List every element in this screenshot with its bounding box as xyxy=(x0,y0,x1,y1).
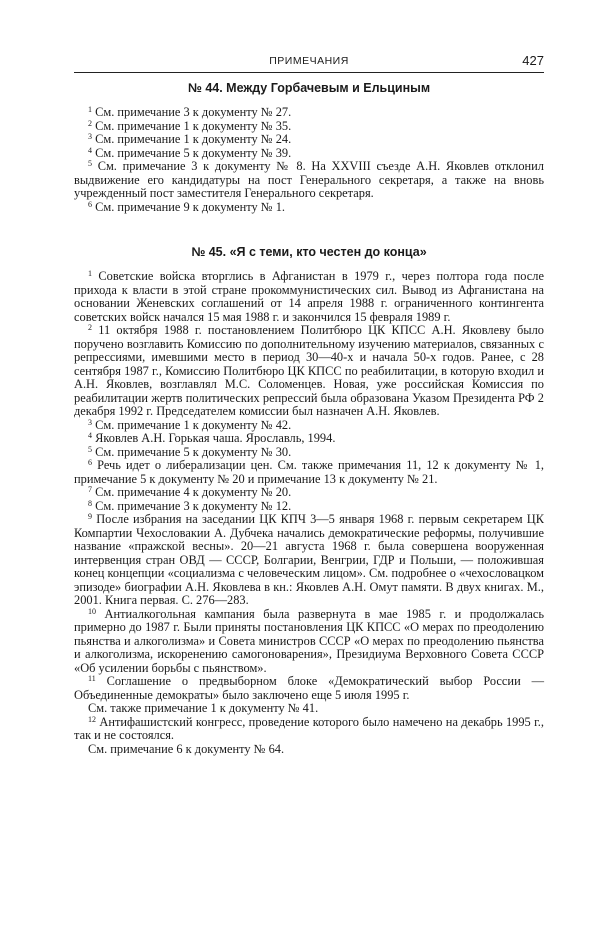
doc-44-heading: № 44. Между Горбачевым и Ельциным xyxy=(187,81,431,95)
footnote-text: Советские войска вторглись в Афганистан в 1979 г., через полтора года после прихода к власти в этой стране прокоммунистических сил. Вывод из Афганистана на основании Женевских соглашений от 14 апреля 1988 г. ограниченного контингента советских войск начался 15 мая 1988 г. и закончился 15 февраля 1989 г. xyxy=(74,269,544,324)
footnote-text: См. также примечание 1 к документу № 41. xyxy=(88,701,319,715)
footnote-continuation xyxy=(74,743,544,757)
footnote-text: См. примечание 1 к документу № 24. xyxy=(95,132,292,146)
footnote-number: 6 xyxy=(88,458,92,467)
running-title: ПРИМЕЧАНИЯ xyxy=(269,55,349,67)
footnote-text: После избрания на заседании ЦК КПЧ 3—5 января 1968 г. первым секретарем ЦК Компартии Чехословакии А. Дубчека начались демократические реформы, получившие название «пражской весны». 20—21 августа 1968 г. была совершена вооруженная интервенция стран ОВД — СССР, Болгарии, Венгрии, ГДР и Польши, — положившая конец концепции «социализма с человеческим лицом». См. подробнее о «чехословацком эпизоде» биографии А.Н. Яковлева в кн.: Яковлев А.Н. Омут памяти. В двух книгах. М., 2001. Книга первая. С. 276—283. xyxy=(74,512,544,607)
footnote-text: См. примечание 3 к документу № 12. xyxy=(95,498,292,513)
footnote xyxy=(74,432,544,446)
footnote xyxy=(74,270,544,324)
footnote-text: Антифашистский конгресс, проведение которого было намечено на декабрь 1995 г., так и не состоялся. xyxy=(74,714,544,742)
footnote-number: 4 xyxy=(88,431,92,440)
footnote-text: 11 октября 1988 г. постановлением Политбюро ЦК КПСС А.Н. Яковлеву было поручено возглавить Комиссию по дополнительному изучению материалов, связанных с репрессиями, имевшими место в период 30—40-х и начала 50-х годов. Ранее, с 28 сентября 1987 г., Комиссию Политбюро ЦК КПСС по реабилитации, в которую входил и А.Н. Яковлев, возглавлял М.С. Соломенцев. Новая, уже российская Комиссия по реабилитации жертв политических репрессий была образована Указом Президента РФ 2 декабря 1992 г. Председателем комиссии был назначен А.Н. Яковлев. xyxy=(74,323,544,418)
footnote-text: См. примечание 3 к документу № 8. На XXVIII съезде А.Н. Яковлев отклонил выдвижение его кандидатуры на пост Генерального секретаря, а также на вновь учрежденный пост заместителя Генерального секретаря. xyxy=(74,159,544,200)
footnote xyxy=(74,160,544,201)
footnote-text: См. примечание 3 к документу № 27. xyxy=(95,105,292,119)
doc-45-heading: № 45. «Я с теми, кто честен до конца» xyxy=(191,245,427,259)
footnote-number: 11 xyxy=(88,674,96,683)
page-number: 427 xyxy=(522,53,544,68)
footnote xyxy=(74,486,544,500)
footnote-number: 5 xyxy=(88,444,92,454)
footnote-number: 2 xyxy=(88,118,92,128)
footnote xyxy=(74,147,544,161)
footnote-number: 10 xyxy=(88,606,96,616)
footnote-text: См. примечание 5 к документу № 39. xyxy=(95,145,292,160)
footnote xyxy=(74,459,544,486)
running-head xyxy=(74,54,544,73)
footnote xyxy=(74,675,544,702)
footnote-text: См. примечание 4 к документу № 20. xyxy=(95,485,292,499)
footnote xyxy=(74,106,544,120)
footnote-number: 6 xyxy=(88,199,92,209)
footnote-text: Речь идет о либерализации цен. См. также примечания 11, 12 к документу № 1, примечание 5 к документу № 20 и примечание 13 к документу № 21. xyxy=(74,458,544,486)
footnote-number: 3 xyxy=(88,417,92,427)
footnote-number: 9 xyxy=(88,512,92,521)
footnote-text: См. примечание 6 к документу № 64. xyxy=(88,741,285,756)
footnote xyxy=(74,500,544,514)
footnote-continuation xyxy=(74,702,544,716)
footnote-number: 4 xyxy=(88,145,92,155)
footnote-text: Яковлев А.Н. Горькая чаша. Ярославль, 1994. xyxy=(95,431,336,445)
footnote-number: 5 xyxy=(88,159,92,168)
footnote-number: 2 xyxy=(88,323,92,332)
footnote xyxy=(74,446,544,460)
doc-45-notes xyxy=(74,270,544,756)
footnote-number: 8 xyxy=(88,498,92,508)
footnote-number: 7 xyxy=(88,485,92,494)
footnote xyxy=(74,324,544,419)
footnote-text: См. примечание 5 к документу № 30. xyxy=(95,444,292,459)
footnote xyxy=(74,201,544,215)
footnote-text: Соглашение о предвыборном блоке «Демократический выбор России — Объединенные демократы» было заключено еще 5 июля 1995 г. xyxy=(74,674,544,702)
footnote xyxy=(74,716,544,743)
footnote-number: 1 xyxy=(88,105,92,114)
footnote-number: 12 xyxy=(88,714,96,724)
footnote xyxy=(74,513,544,608)
footnote-number: 1 xyxy=(88,269,92,278)
footnote xyxy=(74,133,544,147)
footnote xyxy=(74,608,544,676)
footnote xyxy=(74,120,544,134)
footnote xyxy=(74,419,544,433)
footnote-number: 3 xyxy=(88,132,92,141)
doc-44-notes xyxy=(74,106,544,214)
footnote-text: См. примечание 1 к документу № 42. xyxy=(95,417,292,432)
footnote-text: См. примечание 1 к документу № 35. xyxy=(95,118,292,133)
footnote-text: Антиалкогольная кампания была развернута в мае 1985 г. и продолжалась примерно до 1987 г. Были приняты постановления ЦК КПСС «О мерах по преодолению пьянства и алкоголизма» и Совета министров СССР «О мерах по преодолению пьянства и алкоголизма, искоренению самогоноварения», Президиума Верховного Совета СССР «Об усилении борьбы с пьянством». xyxy=(74,606,544,675)
footnote-text: См. примечание 9 к документу № 1. xyxy=(95,199,286,214)
